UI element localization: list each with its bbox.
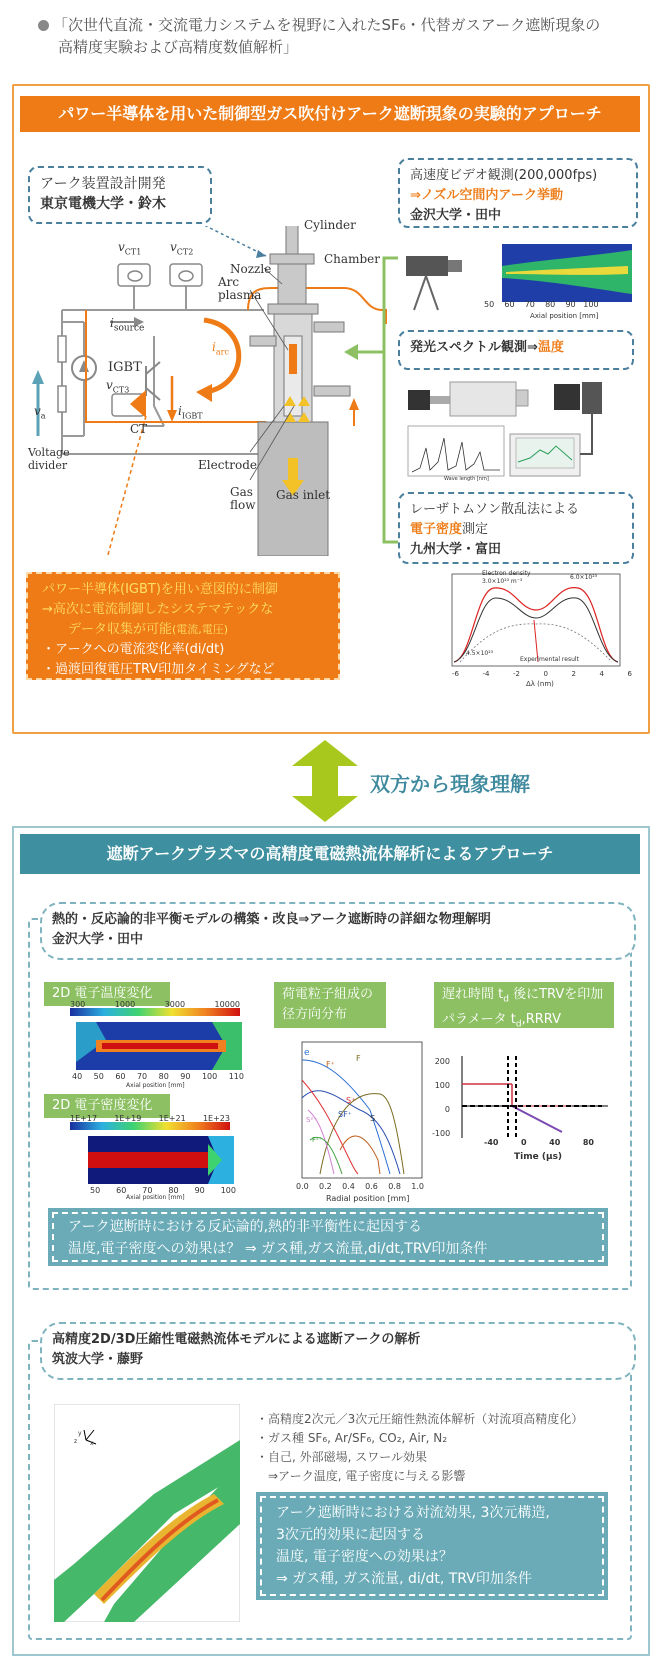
density-scale-labels: 1E+17 1E+19 1E+21 1E+23 [70,1114,230,1123]
thomson-ann-3: 4.5×10²³ [466,650,494,657]
number-density-plot [280,1040,426,1190]
species-s-label: S [370,1114,376,1123]
video-box-line-1: 高速度ビデオ観測(200,000fps) [410,168,598,183]
gas-inlet-label: Gas inlet [276,488,331,502]
bullet-item: ⇒アーク温度, 電子密度に与える影響 [256,1469,466,1483]
cylinder-label: Cylinder [304,218,356,232]
box1-line-2: 金沢大学・田中 [52,932,144,947]
species-sf-plus-label: SF⁺ [338,1110,352,1119]
temperature-xlabel: Axial position [mm] [126,1082,185,1089]
nonequilibrium-model-header [40,902,636,960]
laser-box-line-3: 九州大学・富田 [410,542,502,557]
density-xticks: 50 60 70 80 90 100 [90,1186,236,1195]
igbt-bullet-2: ・過渡回復電圧TRV印加タイミングなど [42,662,275,677]
axis-x-label: x [90,1440,94,1447]
species-s-plus-label: S⁺ [346,1096,356,1105]
igbt-box-line-2: →高次に電流制御したシステマテックな [42,602,274,617]
compressible-model-header [40,1322,636,1380]
video-plot-xlabel: Axial position [mm] [530,312,599,320]
video-box-line-3: 金沢大学・田中 [410,208,502,223]
mutual-understanding-label: 双方から現象理解 [370,772,530,796]
ct-label: CT [130,422,148,436]
axis-y-label: y [78,1430,82,1437]
spectrum-observation-box: 発光スペクトル観測⇒温度 [398,330,634,370]
electrode-label: Electrode [198,458,257,472]
box2-line-2: 筑波大学・藤野 [52,1352,144,1367]
thomson-ann-density: Electron density [482,570,531,577]
temperature-xticks: 40 50 60 70 80 90 100 110 [72,1072,244,1081]
number-density-xticks: 0.0 0.2 0.4 0.6 0.8 1.0 [296,1182,424,1191]
iigbt-label: $i_{IGBT}$ [178,404,203,421]
vct3-label: $v_{CT3}$ [106,378,130,395]
thomson-xlabel: Δλ (nm) [526,680,554,688]
gas-flow-label: Gas flow [230,485,256,512]
box2-line-1: 高精度2D/3D圧縮性電磁熱流体モデルによる遮断アークの解析 [52,1332,421,1347]
current-plot [452,1052,612,1152]
experimental-section-title: パワー半導体を用いた制御型ガス吹付けアーク遮断現象の実験的アプローチ [20,96,640,132]
spectrum-xlabel: Wave length [nm] [444,476,489,482]
current-xlabel: Time (μs) [514,1152,563,1162]
nozzle-label: Nozzle [230,262,272,276]
iarc-label: $i_{arc}$ [212,340,229,357]
igbt-bullet-1: ・アークへの電流変化率(di/dt) [42,642,225,657]
design-team-box [28,166,212,224]
species-s2-plus-label: S²⁺ [306,1116,317,1124]
axis-z-label: z [74,1438,78,1445]
chip-delay-time-trv: 遅れ時間 $t_d$ 後にTRVを印加 パラメータ $t_d,RRRV$ [434,982,614,1028]
design-box-line-1: アーク装置設計開発 [40,176,166,192]
isource-label: $i_{source}$ [110,316,145,334]
species-f-label: F [356,1054,361,1063]
camera-icon [406,256,448,276]
arc-plasma-label: Arc plasma [218,275,262,302]
video-plot-xticks: 50 60 70 80 90 100 [484,300,599,309]
igbt-box-line-1: パワー半導体(IGBT)を用い意図的に制御 [42,582,278,597]
density-xlabel: Axial position [mm] [126,1194,185,1201]
nonequilibrium-question-callout: アーク遮断時における反応論的,熱的非平衡性に起因する 温度,電子密度への効果は？ ⇒ ガス種,ガス流量,di/dt,TRV印加条件 [48,1208,608,1266]
number-density-xlabel: Radial position [mm] [326,1194,410,1203]
species-f2-plus-label: F²⁺ [312,1136,323,1144]
va-label: $v_a$ [34,404,46,421]
bidirectional-arrow-icon [290,740,360,822]
thomson-xticks: -6 -4 -2 0 2 4 6 [452,670,632,678]
electron-density-highlight: 電子密度 [410,522,463,537]
thomson-ann-exp: Experimental result [520,656,579,663]
igbt-control-box: パワー半導体(IGBT)を用い意図的に制御 →高次に電流制御したシステマテックな データ収集が可能(電流,電圧) ・アークへの電流変化率(di/dt) ・過渡回復電圧TRV印加タイミングなど [26,572,340,680]
species-e-label: e [304,1048,310,1058]
box1-line-1: 熱的・反応論的非平衡モデルの構築・改良⇒アーク遮断時の詳細な物理解明 [52,912,491,927]
igbt-label: IGBT [108,360,142,375]
thomson-ann-1: 3.0×10²³ m⁻³ [482,578,523,585]
voltage-divider-label: Voltage divider [28,446,70,472]
header-line-2: 高精度実験および高精度数値解析」 [58,38,299,56]
bullet-item: ・高精度2次元／3次元圧縮性熱流体解析（対流項高精度化） [256,1412,584,1426]
temperature-highlight: 温度 [537,340,564,355]
bullet-dot-icon [38,20,49,31]
compressible-model-bullets [256,1410,626,1486]
temperature-map [76,1022,242,1070]
temperature-scale-labels: 300 1000 3000 10000 [70,1000,240,1009]
vct2-label: $v_{CT2}$ [170,240,194,257]
spectrometer-images [404,378,638,486]
bullet-item: ・ガス種 SF₆, Ar/SF₆, CO₂, Air, N₂ [256,1431,448,1445]
bullet-item: ・自己, 外部磁場, スワール効果 [256,1450,428,1464]
species-f-plus-label: F⁺ [326,1060,335,1069]
laser-box-line-1: レーザトムソン散乱法による [410,502,580,517]
chip-2d-electron-density: 2D 電子密度変化 [44,1094,170,1118]
chip-charged-particle-distribution: 荷電粒子組成の 径方向分布 [274,982,386,1028]
thomson-ann-2: 6.0×10²³ [570,574,598,581]
vct1-label: $v_{CT1}$ [118,240,142,257]
chamber-label: Chamber [324,252,380,266]
current-yticks: 200 100 0 -100 [432,1057,451,1138]
video-box-line-2: ⇒ノズル空間内アーク挙動 [410,188,563,203]
convection-question-callout: アーク遮断時における対流効果, 3次元構造, 3次元的効果に起因する 温度, 電子密度への効果は？ ⇒ ガス種, ガス流量, di/dt, TRV印加条件 [256,1492,608,1600]
video-observation-box [398,158,638,228]
temperature-colorbar [70,1008,240,1016]
chip-2d-electron-temperature: 2D 電子温度変化 [44,982,170,1006]
simulation-section-title: 遮断アークプラズマの高精度電磁熱流体解析によるアプローチ [20,834,640,874]
laser-thomson-box: レーザトムソン散乱法による 電子密度測定 九州大学・富田 [398,492,634,564]
header-line-1: 「次世代直流・交流電力システムを視野に入れたSF₆・代替ガスアーク遮断現象の [53,16,601,34]
page-header [38,14,638,58]
current-xticks: -40 0 40 80 [484,1138,594,1147]
density-map [88,1136,234,1184]
design-box-line-2: 東京電機大学・鈴木 [40,196,166,212]
density-colorbar [70,1122,230,1130]
